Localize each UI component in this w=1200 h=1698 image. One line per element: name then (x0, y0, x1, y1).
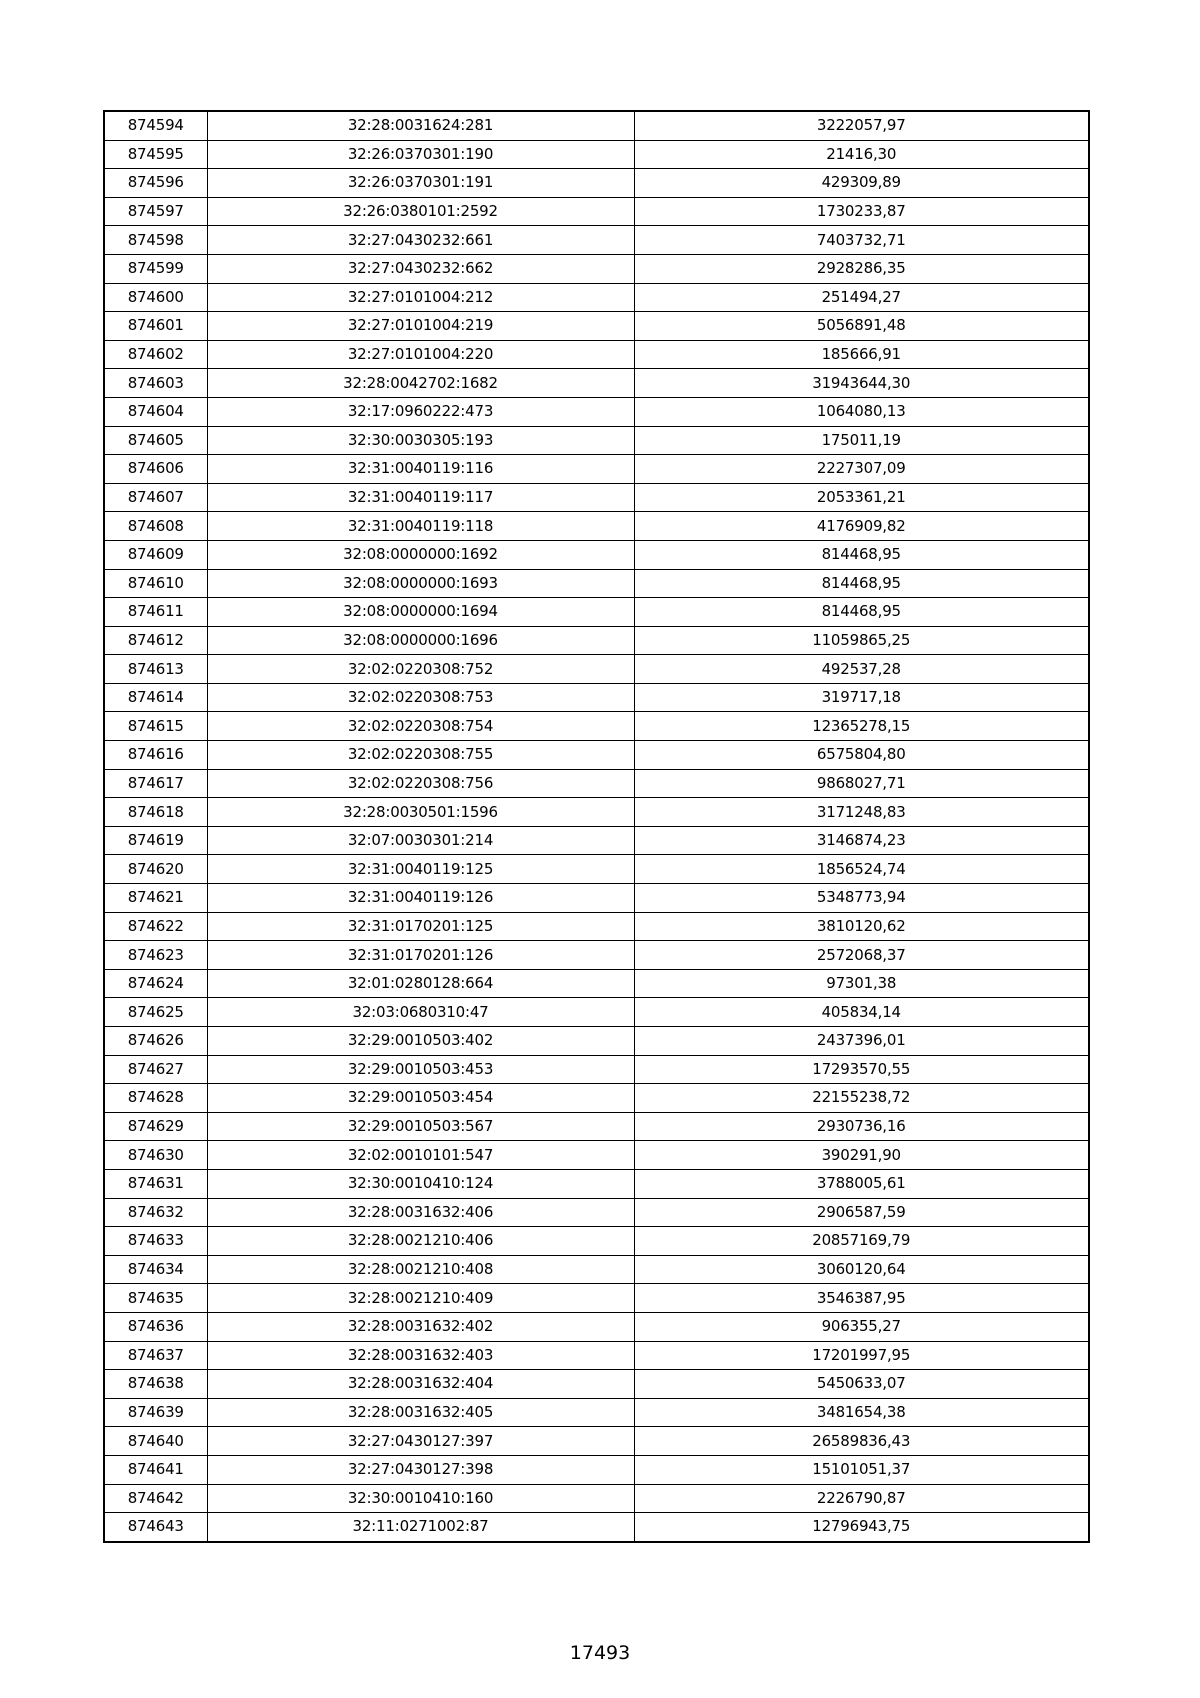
table-row (104, 798, 1089, 827)
table-row (104, 1027, 1089, 1056)
row-id-cell: 874640 (104, 1427, 207, 1456)
cadastral-number-cell: 32:28:0031632:402 (207, 1312, 634, 1341)
row-id-cell: 874643 (104, 1513, 207, 1542)
row-id-cell: 874636 (104, 1312, 207, 1341)
row-id-cell: 874596 (104, 169, 207, 198)
row-id-cell: 874625 (104, 998, 207, 1027)
row-id-cell: 874620 (104, 855, 207, 884)
cadastral-number-cell: 32:28:0031624:281 (207, 111, 634, 140)
table-row (104, 598, 1089, 627)
value-cell: 17201997,95 (634, 1341, 1089, 1370)
table-row (104, 1112, 1089, 1141)
table-row (104, 1255, 1089, 1284)
value-cell: 3788005,61 (634, 1169, 1089, 1198)
value-cell: 814468,95 (634, 569, 1089, 598)
cadastral-number-cell: 32:29:0010503:453 (207, 1055, 634, 1084)
table-row (104, 1169, 1089, 1198)
cadastral-number-cell: 32:28:0042702:1682 (207, 369, 634, 398)
table-row (104, 655, 1089, 684)
row-id-cell: 874599 (104, 254, 207, 283)
cadastral-number-cell: 32:03:0680310:47 (207, 998, 634, 1027)
table-row (104, 626, 1089, 655)
row-id-cell: 874626 (104, 1027, 207, 1056)
table-row (104, 312, 1089, 341)
row-id-cell: 874632 (104, 1198, 207, 1227)
row-id-cell: 874622 (104, 912, 207, 941)
table-row (104, 1398, 1089, 1427)
value-cell: 2053361,21 (634, 483, 1089, 512)
table-row (104, 969, 1089, 998)
value-cell: 3146874,23 (634, 826, 1089, 855)
cadastral-number-cell: 32:27:0430232:661 (207, 226, 634, 255)
value-cell: 5450633,07 (634, 1370, 1089, 1399)
value-cell: 3546387,95 (634, 1284, 1089, 1313)
row-id-cell: 874611 (104, 598, 207, 627)
table-row (104, 941, 1089, 970)
row-id-cell: 874624 (104, 969, 207, 998)
value-cell: 22155238,72 (634, 1084, 1089, 1113)
cadastral-number-cell: 32:28:0021210:406 (207, 1227, 634, 1256)
row-id-cell: 874641 (104, 1455, 207, 1484)
cadastral-number-cell: 32:27:0430232:662 (207, 254, 634, 283)
value-cell: 26589836,43 (634, 1427, 1089, 1456)
table-row (104, 397, 1089, 426)
cadastral-number-cell: 32:30:0030305:193 (207, 426, 634, 455)
table-row (104, 769, 1089, 798)
table-row (104, 540, 1089, 569)
row-id-cell: 874619 (104, 826, 207, 855)
value-cell: 814468,95 (634, 540, 1089, 569)
value-cell: 492537,28 (634, 655, 1089, 684)
cadastral-number-cell: 32:27:0430127:397 (207, 1427, 634, 1456)
cadastral-number-cell: 32:01:0280128:664 (207, 969, 634, 998)
table-row (104, 169, 1089, 198)
row-id-cell: 874595 (104, 140, 207, 169)
row-id-cell: 874629 (104, 1112, 207, 1141)
cadastral-number-cell: 32:26:0370301:191 (207, 169, 634, 198)
row-id-cell: 874627 (104, 1055, 207, 1084)
value-cell: 12796943,75 (634, 1513, 1089, 1542)
value-cell: 251494,27 (634, 283, 1089, 312)
row-id-cell: 874606 (104, 455, 207, 484)
value-cell: 2928286,35 (634, 254, 1089, 283)
table-row (104, 455, 1089, 484)
cadastral-number-cell: 32:27:0430127:398 (207, 1455, 634, 1484)
row-id-cell: 874609 (104, 540, 207, 569)
row-id-cell: 874597 (104, 197, 207, 226)
table-row (104, 1484, 1089, 1513)
table-row (104, 140, 1089, 169)
table-row (104, 1227, 1089, 1256)
table-row (104, 1141, 1089, 1170)
table-row (104, 483, 1089, 512)
cadastral-number-cell: 32:28:0030501:1596 (207, 798, 634, 827)
value-cell: 1730233,87 (634, 197, 1089, 226)
value-cell: 3481654,38 (634, 1398, 1089, 1427)
cadastral-number-cell: 32:11:0271002:87 (207, 1513, 634, 1542)
page-number: 17493 (569, 1642, 631, 1664)
value-cell: 3810120,62 (634, 912, 1089, 941)
cadastral-number-cell: 32:31:0040119:118 (207, 512, 634, 541)
value-cell: 405834,14 (634, 998, 1089, 1027)
cadastral-number-cell: 32:28:0031632:404 (207, 1370, 634, 1399)
row-id-cell: 874630 (104, 1141, 207, 1170)
cadastral-number-cell: 32:08:0000000:1696 (207, 626, 634, 655)
value-cell: 21416,30 (634, 140, 1089, 169)
value-cell: 11059865,25 (634, 626, 1089, 655)
value-cell: 4176909,82 (634, 512, 1089, 541)
table-row (104, 998, 1089, 1027)
cadastral-number-cell: 32:28:0021210:408 (207, 1255, 634, 1284)
table-row (104, 1284, 1089, 1313)
table-row (104, 283, 1089, 312)
row-id-cell: 874628 (104, 1084, 207, 1113)
cadastral-number-cell: 32:02:0220308:754 (207, 712, 634, 741)
cadastral-number-cell: 32:02:0220308:756 (207, 769, 634, 798)
value-cell: 12365278,15 (634, 712, 1089, 741)
cadastral-number-cell: 32:08:0000000:1694 (207, 598, 634, 627)
cadastral-number-cell: 32:29:0010503:567 (207, 1112, 634, 1141)
row-id-cell: 874605 (104, 426, 207, 455)
cadastral-number-cell: 32:08:0000000:1693 (207, 569, 634, 598)
row-id-cell: 874638 (104, 1370, 207, 1399)
value-cell: 6575804,80 (634, 741, 1089, 770)
table-row (104, 1455, 1089, 1484)
row-id-cell: 874614 (104, 683, 207, 712)
table-row (104, 712, 1089, 741)
table-row (104, 1341, 1089, 1370)
row-id-cell: 874621 (104, 884, 207, 913)
value-cell: 1064080,13 (634, 397, 1089, 426)
value-cell: 31943644,30 (634, 369, 1089, 398)
cadastral-number-cell: 32:28:0031632:403 (207, 1341, 634, 1370)
row-id-cell: 874612 (104, 626, 207, 655)
table-row (104, 512, 1089, 541)
value-cell: 97301,38 (634, 969, 1089, 998)
cadastral-number-cell: 32:02:0220308:752 (207, 655, 634, 684)
table-row (104, 884, 1089, 913)
cadastral-number-cell: 32:27:0101004:219 (207, 312, 634, 341)
value-cell: 3222057,97 (634, 111, 1089, 140)
row-id-cell: 874607 (104, 483, 207, 512)
table-row (104, 1084, 1089, 1113)
table-row (104, 1055, 1089, 1084)
cadastral-number-cell: 32:02:0220308:755 (207, 741, 634, 770)
cadastral-number-cell: 32:02:0220308:753 (207, 683, 634, 712)
row-id-cell: 874613 (104, 655, 207, 684)
value-cell: 2572068,37 (634, 941, 1089, 970)
value-cell: 2437396,01 (634, 1027, 1089, 1056)
cadastral-number-cell: 32:07:0030301:214 (207, 826, 634, 855)
value-cell: 3171248,83 (634, 798, 1089, 827)
value-cell: 2906587,59 (634, 1198, 1089, 1227)
row-id-cell: 874604 (104, 397, 207, 426)
table-row (104, 254, 1089, 283)
row-id-cell: 874623 (104, 941, 207, 970)
value-cell: 15101051,37 (634, 1455, 1089, 1484)
cadastral-number-cell: 32:17:0960222:473 (207, 397, 634, 426)
value-cell: 390291,90 (634, 1141, 1089, 1170)
table-row (104, 340, 1089, 369)
cadastral-number-cell: 32:26:0380101:2592 (207, 197, 634, 226)
cadastral-number-cell: 32:31:0040119:125 (207, 855, 634, 884)
value-cell: 5348773,94 (634, 884, 1089, 913)
cadastral-number-cell: 32:02:0010101:547 (207, 1141, 634, 1170)
cadastral-number-cell: 32:31:0040119:126 (207, 884, 634, 913)
row-id-cell: 874610 (104, 569, 207, 598)
cadastral-number-cell: 32:30:0010410:124 (207, 1169, 634, 1198)
row-id-cell: 874615 (104, 712, 207, 741)
value-cell: 1856524,74 (634, 855, 1089, 884)
row-id-cell: 874633 (104, 1227, 207, 1256)
row-id-cell: 874616 (104, 741, 207, 770)
cadastral-number-cell: 32:28:0031632:405 (207, 1398, 634, 1427)
value-cell: 2226790,87 (634, 1484, 1089, 1513)
table-row (104, 111, 1089, 140)
cadastral-number-cell: 32:31:0040119:116 (207, 455, 634, 484)
row-id-cell: 874618 (104, 798, 207, 827)
table-row (104, 855, 1089, 884)
row-id-cell: 874598 (104, 226, 207, 255)
value-cell: 2227307,09 (634, 455, 1089, 484)
cadastral-number-cell: 32:08:0000000:1692 (207, 540, 634, 569)
cadastral-number-cell: 32:29:0010503:402 (207, 1027, 634, 1056)
value-cell: 2930736,16 (634, 1112, 1089, 1141)
data-table (103, 110, 1090, 1543)
cadastral-number-cell: 32:26:0370301:190 (207, 140, 634, 169)
value-cell: 17293570,55 (634, 1055, 1089, 1084)
cadastral-number-cell: 32:30:0010410:160 (207, 1484, 634, 1513)
table-row (104, 912, 1089, 941)
table-row (104, 826, 1089, 855)
table-row (104, 569, 1089, 598)
table-row (104, 1370, 1089, 1399)
cadastral-number-cell: 32:27:0101004:212 (207, 283, 634, 312)
value-cell: 9868027,71 (634, 769, 1089, 798)
value-cell: 5056891,48 (634, 312, 1089, 341)
row-id-cell: 874639 (104, 1398, 207, 1427)
row-id-cell: 874601 (104, 312, 207, 341)
row-id-cell: 874637 (104, 1341, 207, 1370)
cadastral-number-cell: 32:28:0021210:409 (207, 1284, 634, 1313)
cadastral-number-cell: 32:27:0101004:220 (207, 340, 634, 369)
value-cell: 814468,95 (634, 598, 1089, 627)
row-id-cell: 874594 (104, 111, 207, 140)
table-row (104, 226, 1089, 255)
cadastral-number-cell: 32:28:0031632:406 (207, 1198, 634, 1227)
table-row (104, 683, 1089, 712)
table-row (104, 426, 1089, 455)
value-cell: 185666,91 (634, 340, 1089, 369)
value-cell: 175011,19 (634, 426, 1089, 455)
table-row (104, 1312, 1089, 1341)
cadastral-number-cell: 32:29:0010503:454 (207, 1084, 634, 1113)
table-row (104, 369, 1089, 398)
table-row (104, 1427, 1089, 1456)
value-cell: 319717,18 (634, 683, 1089, 712)
row-id-cell: 874617 (104, 769, 207, 798)
table-row (104, 1513, 1089, 1542)
row-id-cell: 874600 (104, 283, 207, 312)
row-id-cell: 874635 (104, 1284, 207, 1313)
table-row (104, 197, 1089, 226)
row-id-cell: 874602 (104, 340, 207, 369)
row-id-cell: 874608 (104, 512, 207, 541)
table-body (104, 111, 1089, 1542)
row-id-cell: 874642 (104, 1484, 207, 1513)
value-cell: 20857169,79 (634, 1227, 1089, 1256)
value-cell: 429309,89 (634, 169, 1089, 198)
row-id-cell: 874603 (104, 369, 207, 398)
value-cell: 3060120,64 (634, 1255, 1089, 1284)
table-row (104, 741, 1089, 770)
value-cell: 7403732,71 (634, 226, 1089, 255)
row-id-cell: 874634 (104, 1255, 207, 1284)
cadastral-number-cell: 32:31:0170201:125 (207, 912, 634, 941)
cadastral-number-cell: 32:31:0170201:126 (207, 941, 634, 970)
row-id-cell: 874631 (104, 1169, 207, 1198)
value-cell: 906355,27 (634, 1312, 1089, 1341)
table-row (104, 1198, 1089, 1227)
cadastral-number-cell: 32:31:0040119:117 (207, 483, 634, 512)
